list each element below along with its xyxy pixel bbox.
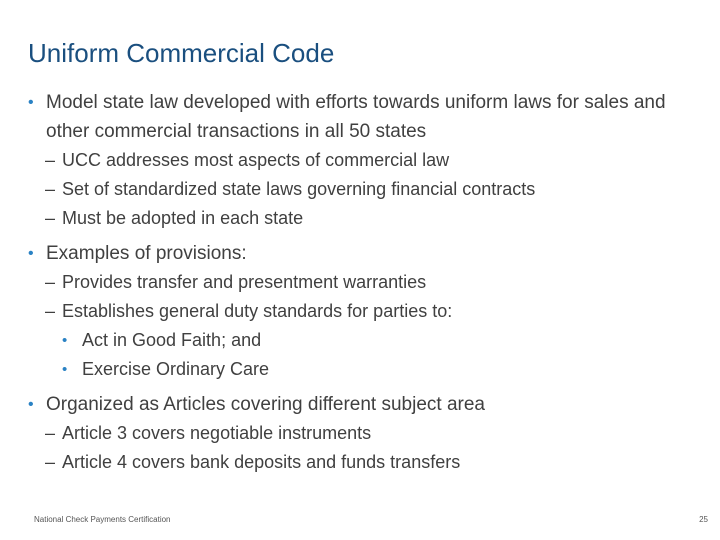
sub-bullet-text: Establishes general duty standards for parties to: (62, 301, 453, 321)
dash-icon: – (45, 208, 56, 228)
bullet-text: Organized as Articles covering different subject area (46, 394, 485, 415)
sub-bullet-text: Article 4 covers bank deposits and funds transfers (62, 452, 461, 472)
sub-sub-bullet-text: Act in Good Faith; and (82, 330, 262, 350)
dash-icon: – (45, 179, 56, 199)
bullet-text: Examples of provisions: (46, 243, 247, 264)
sub-bullet-text: Provides transfer and presentment warranties (62, 272, 427, 292)
sub-bullet-item (28, 448, 708, 477)
dash-icon: – (45, 301, 56, 321)
sub-bullet-item (28, 268, 708, 297)
dash-icon: – (45, 150, 56, 170)
slide-title: Uniform Commercial Code (28, 38, 335, 68)
bullet-icon: • (28, 245, 34, 262)
bullet-item (28, 88, 708, 146)
bullet-icon: • (62, 361, 68, 378)
bullet-icon: • (28, 94, 34, 111)
slide-body (28, 88, 708, 477)
dash-icon: – (45, 452, 56, 472)
sub-bullet-item (28, 146, 708, 175)
bullet-text: Model state law developed with efforts towards uniform laws for sales and other commercial transactions in all 50 states (46, 92, 666, 142)
sub-bullet-item (28, 204, 708, 233)
sub-bullet-text: UCC addresses most aspects of commercial law (62, 150, 450, 170)
sub-bullet-text: Set of standardized state laws governing financial contracts (62, 179, 536, 199)
bullet-icon: • (62, 332, 68, 349)
sub-sub-bullet-item (28, 355, 708, 384)
footer-text: National Check Payments Certification (34, 515, 171, 524)
dash-icon: – (45, 423, 56, 443)
sub-sub-bullet-text: Exercise Ordinary Care (82, 359, 270, 379)
bullet-item (28, 239, 708, 268)
sub-bullet-item (28, 175, 708, 204)
sub-bullet-text: Article 3 covers negotiable instruments (62, 423, 372, 443)
sub-bullet-item (28, 419, 708, 448)
sub-bullet-text: Must be adopted in each state (62, 208, 304, 228)
bullet-item (28, 390, 708, 419)
sub-sub-bullet-item (28, 326, 708, 355)
page-number: 25 (699, 515, 708, 524)
bullet-icon: • (28, 396, 34, 413)
dash-icon: – (45, 272, 56, 292)
sub-bullet-item (28, 297, 708, 326)
